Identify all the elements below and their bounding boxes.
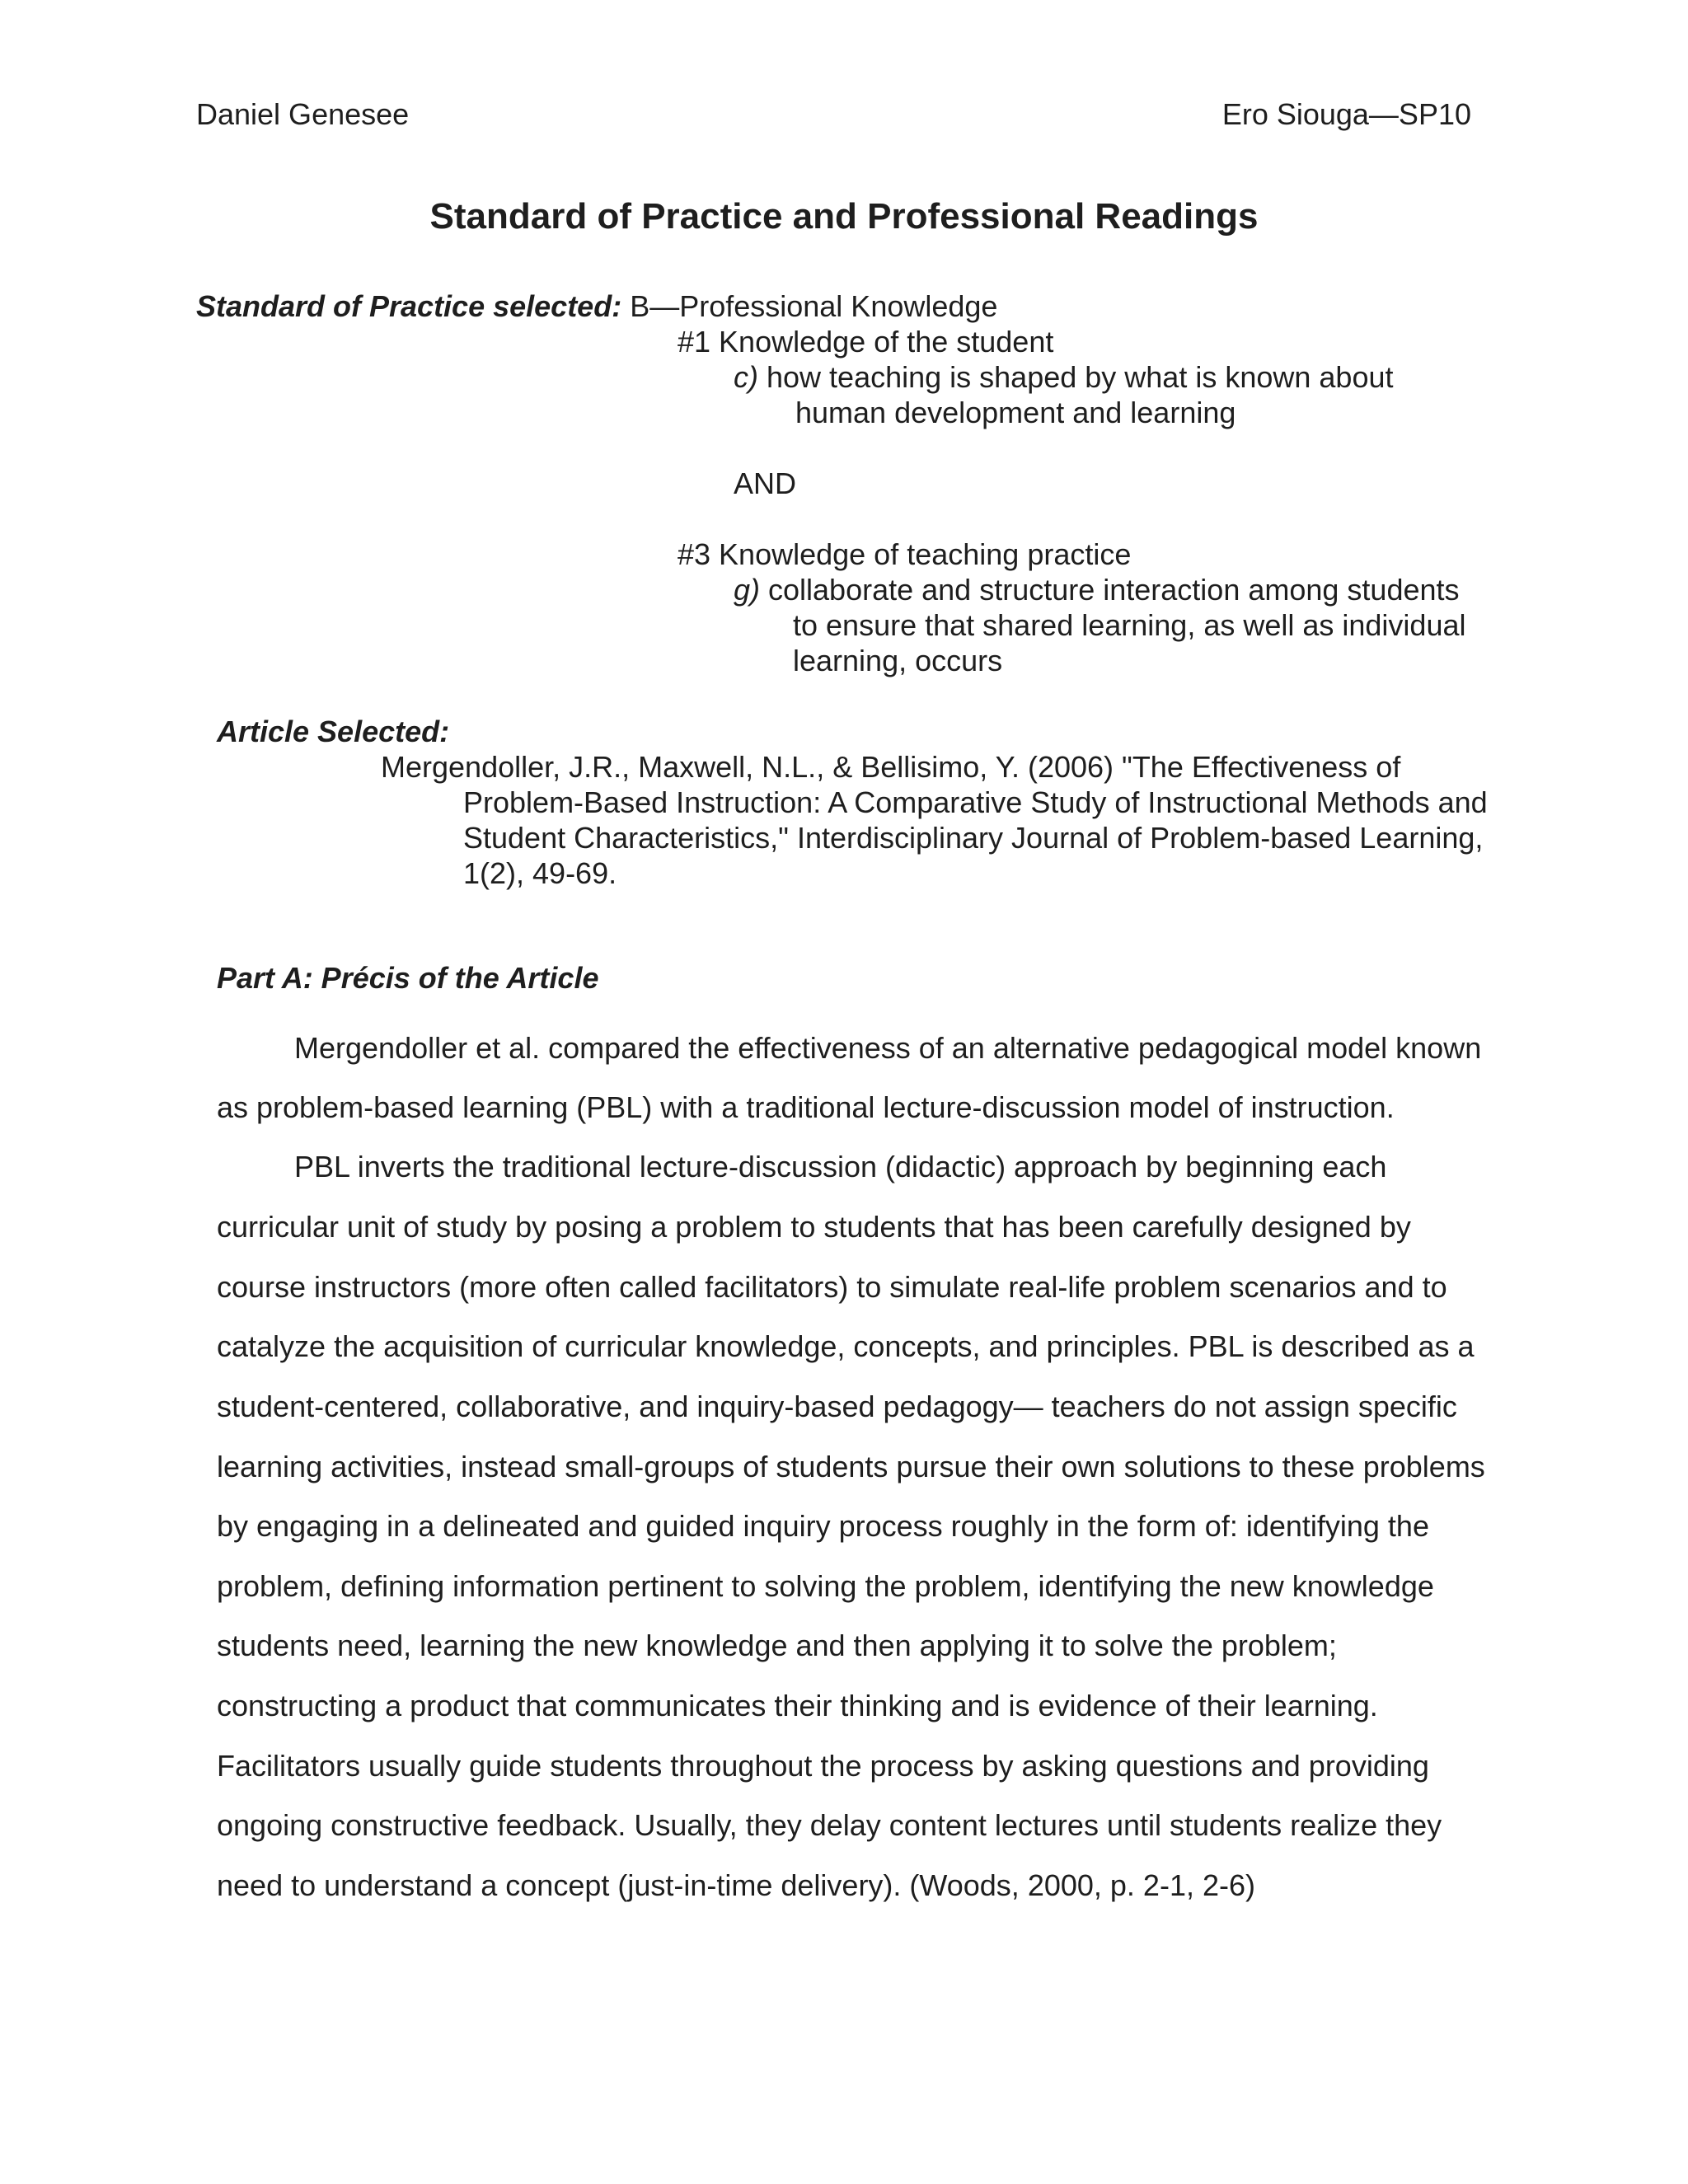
body-line: ongoing constructive feedback. Usually, they delay content lectures until students realize they [217, 1808, 1442, 1842]
knowledge-1-c-text: how teaching is shaped by what is known about [758, 360, 1394, 394]
body-line: students need, learning the new knowledge and then applying it to solve the problem; [217, 1629, 1337, 1662]
body-line: student-centered, collaborative, and inquiry-based pedagogy— teachers do not assign specific [217, 1390, 1457, 1423]
body-line: curricular unit of study by posing a problem to students that has been carefully designed by [217, 1210, 1411, 1244]
standard-value: B—Professional Knowledge [621, 289, 998, 323]
and-separator: AND [734, 466, 797, 500]
body-line: problem, defining information pertinent to solving the problem, identifying the new knowledge [217, 1569, 1434, 1603]
knowledge-3-g-continued-2: learning, occurs [793, 644, 1003, 677]
knowledge-1-c-marker: c) [734, 360, 758, 394]
body-line: PBL inverts the traditional lecture-discussion (didactic) approach by beginning each [294, 1150, 1387, 1183]
article-heading: Article Selected: [217, 715, 450, 748]
header-author: Daniel Genesee [196, 97, 410, 131]
knowledge-1-c [734, 359, 1393, 395]
body-line: Mergendoller et al. compared the effectiveness of an alternative pedagogical model known [294, 1031, 1482, 1065]
body-line: as problem-based learning (PBL) with a traditional lecture-discussion model of instruction. [217, 1090, 1395, 1124]
part-a-heading: Part A: Précis of the Article [217, 961, 599, 995]
body-line: catalyze the acquisition of curricular knowledge, concepts, and principles. PBL is described as a [217, 1329, 1475, 1363]
knowledge-1-c-continued: human development and learning [795, 396, 1236, 429]
body-line: constructing a product that communicates their thinking and is evidence of their learning. [217, 1689, 1378, 1722]
citation-line: Student Characteristics," Interdisciplinary Journal of Problem-based Learning, [463, 821, 1484, 855]
knowledge-3-g [734, 572, 1460, 607]
header-course: Ero Siouga—SP10 [1221, 97, 1471, 131]
body-line: by engaging in a delineated and guided inquiry process roughly in the form of: identifying the [217, 1509, 1429, 1543]
citation-line: Mergendoller, J.R., Maxwell, N.L., & Bellisimo, Y. (2006) "The Effectiveness of [381, 750, 1401, 784]
citation-line: 1(2), 49-69. [463, 856, 617, 890]
body-line: learning activities, instead small-groups of students pursue their own solutions to these problems [217, 1450, 1485, 1483]
page-title: Standard of Practice and Professional Readings [429, 196, 1259, 237]
body-line: course instructors (more often called facilitators) to simulate real-life problem scenarios and to [217, 1270, 1447, 1304]
knowledge-3-g-continued: to ensure that shared learning, as well as individual [793, 608, 1466, 642]
knowledge-3-g-text: collaborate and structure interaction among students [760, 573, 1460, 607]
standard-line [196, 288, 997, 324]
knowledge-3: #3 Knowledge of teaching practice [678, 537, 1132, 571]
knowledge-3-g-marker: g) [734, 573, 761, 607]
standard-label: Standard of Practice selected: [196, 289, 622, 323]
body-line: Facilitators usually guide students throughout the process by asking questions and providing [217, 1749, 1429, 1783]
citation-line: Problem-Based Instruction: A Comparative Study of Instructional Methods and [463, 785, 1488, 819]
knowledge-1: #1 Knowledge of the student [678, 325, 1054, 359]
body-line: need to understand a concept (just-in-time delivery). (Woods, 2000, p. 2-1, 2-6) [217, 1868, 1255, 1902]
